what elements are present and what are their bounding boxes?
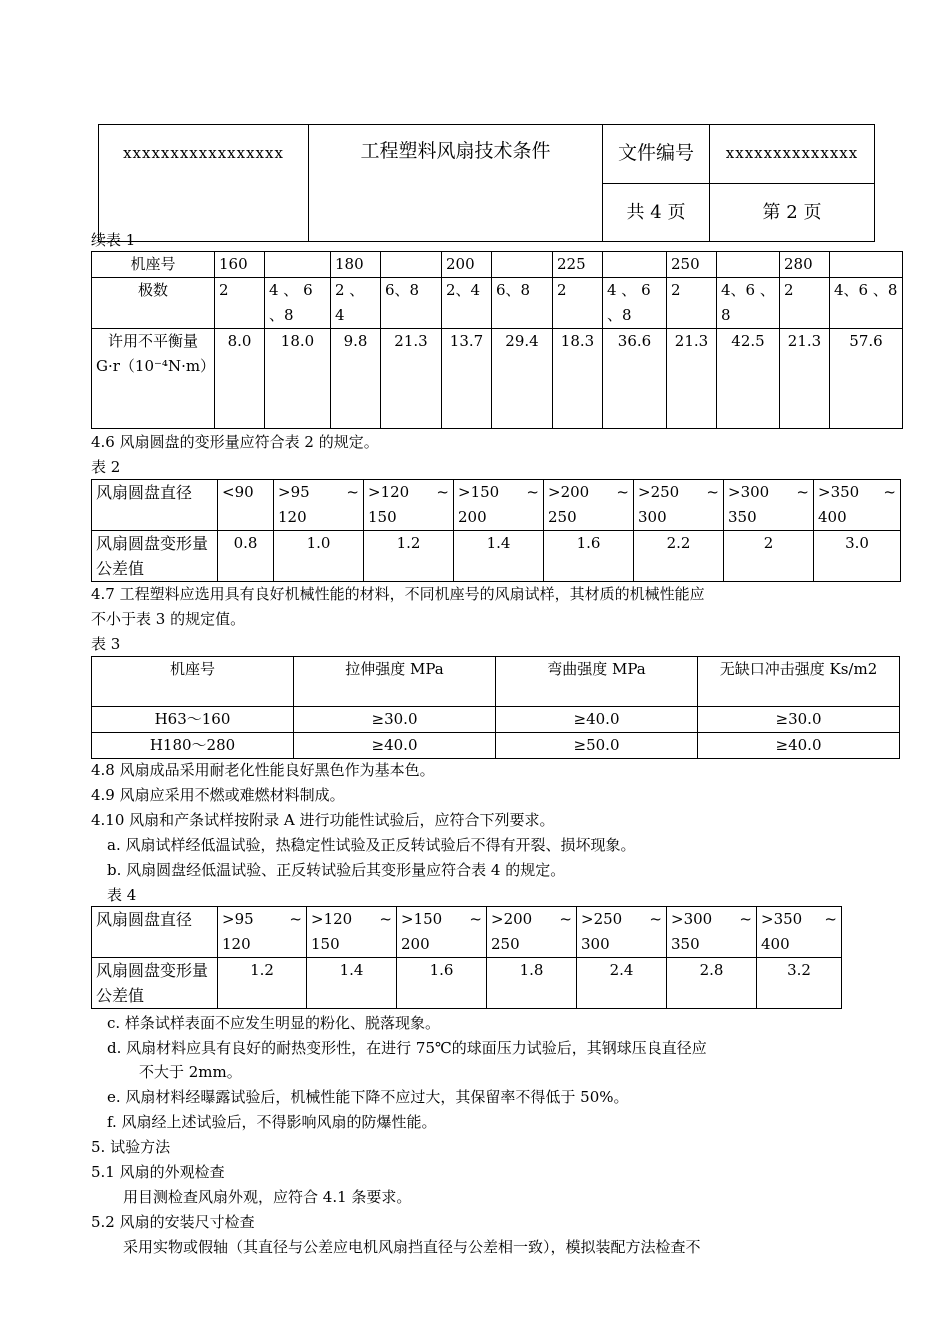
range-low: >95 bbox=[278, 483, 310, 501]
para-4-6: 4.6 风扇圆盘的变形量应符合表 2 的规定。 bbox=[91, 433, 379, 451]
para-4-7-cont: 不小于表 3 的规定值。 bbox=[91, 610, 246, 628]
total-pages: 共 4 页 bbox=[603, 183, 710, 242]
table1-frame: 225 bbox=[553, 252, 603, 278]
para-4-7: 4.7 工程塑料应选用具有良好机械性能的材料，不同机座号的风扇试样，其材质的机械性能应 bbox=[91, 585, 705, 603]
table2-diameter-label: 风扇圆盘直径 bbox=[92, 480, 218, 531]
table4-value: 2.8 bbox=[667, 958, 757, 1009]
table2-caption: 表 2 bbox=[91, 458, 121, 476]
table1-frame: 200 bbox=[442, 252, 492, 278]
section-5-1: 5.1 风扇的外观检查 bbox=[91, 1163, 225, 1181]
item-d-cont: 不大于 2mm。 bbox=[139, 1063, 242, 1081]
section-5-2: 5.2 风扇的安装尺寸检查 bbox=[91, 1213, 255, 1231]
table4-range: >150 ~ 200 bbox=[397, 907, 487, 958]
table4-value: 3.2 bbox=[757, 958, 842, 1009]
table4-diameter-label: 风扇圆盘直径 bbox=[92, 907, 218, 958]
table4-range: >200 ~ 250 bbox=[487, 907, 577, 958]
table1-value: 13.7 bbox=[442, 329, 492, 429]
table3-header: 机座号 bbox=[92, 657, 294, 707]
range-high: 250 bbox=[491, 935, 520, 953]
table1-pole: 4 、 6 、8 bbox=[603, 278, 667, 329]
header-code-left: xxxxxxxxxxxxxxxxx bbox=[99, 125, 309, 242]
table1-frame: 250 bbox=[667, 252, 717, 278]
table4-range: >95 ~ 120 bbox=[218, 907, 307, 958]
table1-pole: 6、8 bbox=[492, 278, 553, 329]
table1-frame: 180 bbox=[331, 252, 381, 278]
table1-value: 18.3 bbox=[553, 329, 603, 429]
table2-range: >150 ~ 200 bbox=[454, 480, 544, 531]
para-4-9: 4.9 风扇应采用不燃或难燃材料制成。 bbox=[91, 786, 345, 804]
table2-value: 1.0 bbox=[274, 531, 364, 582]
range-high: 350 bbox=[671, 935, 700, 953]
table1-caption: 续表 1 bbox=[91, 231, 136, 249]
range-high: 150 bbox=[311, 935, 340, 953]
table2-range: >120 ~ 150 bbox=[364, 480, 454, 531]
table1-value: 8.0 bbox=[215, 329, 265, 429]
range-high: 200 bbox=[401, 935, 430, 953]
para-4-8: 4.8 风扇成品采用耐老化性能良好黑色作为基本色。 bbox=[91, 761, 435, 779]
table1-pole: 2 、 4 bbox=[331, 278, 381, 329]
range-low: >200 bbox=[491, 910, 533, 928]
table1-value: 21.3 bbox=[381, 329, 442, 429]
table1-poles-label: 极数 bbox=[92, 278, 215, 329]
section-5: 5. 试验方法 bbox=[91, 1138, 171, 1156]
table3-header: 拉伸强度 MPa bbox=[294, 657, 496, 707]
table4-value: 1.8 bbox=[487, 958, 577, 1009]
table1-value: 21.3 bbox=[667, 329, 717, 429]
table1-pole: 6、8 bbox=[381, 278, 442, 329]
table4-range: >350 ~ 400 bbox=[757, 907, 842, 958]
table1-value: 36.6 bbox=[603, 329, 667, 429]
document-title: 工程塑料风扇技术条件 bbox=[309, 125, 603, 242]
table3-cell: ≥40.0 bbox=[698, 733, 900, 759]
table4-tolerance-label: 风扇圆盘变形量公差值 bbox=[92, 958, 218, 1009]
doc-no-label: 文件编号 bbox=[603, 125, 710, 184]
table4-range: >300 ~ 350 bbox=[667, 907, 757, 958]
range-low: >120 bbox=[311, 910, 353, 928]
range-high: 250 bbox=[548, 508, 577, 526]
range-low: >150 bbox=[401, 910, 443, 928]
table3-cell: ≥40.0 bbox=[496, 707, 698, 733]
table2-range: >95 ~ 120 bbox=[274, 480, 364, 531]
table2-value: 1.6 bbox=[544, 531, 634, 582]
table4-range: >250 ~ 300 bbox=[577, 907, 667, 958]
table4-caption: 表 4 bbox=[107, 886, 137, 904]
table3-header: 无缺口冲击强度 Ks/m2 bbox=[698, 657, 900, 707]
table4-value: 1.2 bbox=[218, 958, 307, 1009]
table1-value: 57.6 bbox=[830, 329, 903, 429]
table3 bbox=[91, 656, 900, 759]
page-number: 第 2 页 bbox=[710, 183, 875, 242]
section-5-2-body: 采用实物或假轴（其直径与公差应电机风扇挡直径与公差相一致），模拟装配方法检查不 bbox=[123, 1238, 701, 1256]
table2-range: >350 ~ 400 bbox=[814, 480, 901, 531]
table2-value: 3.0 bbox=[814, 531, 901, 582]
table4-value: 2.4 bbox=[577, 958, 667, 1009]
range-low: >95 bbox=[222, 910, 254, 928]
range-low: >300 bbox=[728, 483, 770, 501]
table1-pole: 2 bbox=[553, 278, 603, 329]
table4-value: 1.4 bbox=[307, 958, 397, 1009]
table1-frame: 160 bbox=[215, 252, 265, 278]
range-low: >350 bbox=[818, 483, 860, 501]
range-high: 120 bbox=[278, 508, 307, 526]
table1-pole: 2 bbox=[215, 278, 265, 329]
table3-header: 弯曲强度 MPa bbox=[496, 657, 698, 707]
table2-tolerance-label: 风扇圆盘变形量公差值 bbox=[92, 531, 218, 582]
table2-range: >250 ~ 300 bbox=[634, 480, 724, 531]
range-low: >120 bbox=[368, 483, 410, 501]
range-high: 200 bbox=[458, 508, 487, 526]
table2 bbox=[91, 479, 901, 582]
table3-cell: ≥40.0 bbox=[294, 733, 496, 759]
range-high: 120 bbox=[222, 935, 251, 953]
item-e: e. 风扇材料经曝露试验后，机械性能下降不应过大，其保留率不得低于 50%。 bbox=[107, 1088, 629, 1106]
doc-no-value: xxxxxxxxxxxxxx bbox=[710, 125, 875, 184]
table1-value: 9.8 bbox=[331, 329, 381, 429]
table1-pole: 4 、 6 、8 bbox=[265, 278, 331, 329]
table2-range: >300 ~ 350 bbox=[724, 480, 814, 531]
section-5-1-body: 用目测检查风扇外观，应符合 4.1 条要求。 bbox=[123, 1188, 412, 1206]
table1-pole: 4、6 、8 bbox=[717, 278, 780, 329]
range-high: 300 bbox=[581, 935, 610, 953]
range-low: >250 bbox=[638, 483, 680, 501]
item-d: d. 风扇材料应具有良好的耐热变形性，在进行 75℃的球面压力试验后，其钢球压良直径应 bbox=[107, 1039, 707, 1057]
table2-range: >200 ~ 250 bbox=[544, 480, 634, 531]
table4-value: 1.6 bbox=[397, 958, 487, 1009]
table1-value: 29.4 bbox=[492, 329, 553, 429]
item-c: c. 样条试样表面不应发生明显的粉化、脱落现象。 bbox=[107, 1014, 440, 1032]
table3-cell: H63～160 bbox=[92, 707, 294, 733]
range-low: >200 bbox=[548, 483, 590, 501]
range-low: >150 bbox=[458, 483, 500, 501]
range-high: 150 bbox=[368, 508, 397, 526]
table1-frame-label: 机座号 bbox=[92, 252, 215, 278]
table1-unbalance-label bbox=[92, 329, 215, 429]
table1-frame: 280 bbox=[780, 252, 830, 278]
range-low: >250 bbox=[581, 910, 623, 928]
item-a: a. 风扇试样经低温试验，热稳定性试验及正反转试验后不得有开裂、损坏现象。 bbox=[107, 836, 636, 854]
table3-cell: H180～280 bbox=[92, 733, 294, 759]
table3-cell: ≥30.0 bbox=[294, 707, 496, 733]
table1-value: 42.5 bbox=[717, 329, 780, 429]
range-high: 350 bbox=[728, 508, 757, 526]
unbalance-label-b: G·r（10⁻⁴N·m） bbox=[96, 357, 216, 375]
table1-value: 18.0 bbox=[265, 329, 331, 429]
table2-value: 2.2 bbox=[634, 531, 724, 582]
table1-pole: 2 bbox=[780, 278, 830, 329]
range-high: 400 bbox=[818, 508, 847, 526]
table1 bbox=[91, 251, 903, 429]
item-f: f. 风扇经上述试验后，不得影响风扇的防爆性能。 bbox=[107, 1113, 437, 1131]
table2-value: 0.8 bbox=[218, 531, 274, 582]
table2-range bbox=[218, 480, 274, 531]
table1-pole: 2、4 bbox=[442, 278, 492, 329]
table4 bbox=[91, 906, 842, 1009]
table3-caption: 表 3 bbox=[91, 635, 121, 653]
table1-value: 21.3 bbox=[780, 329, 830, 429]
table3-cell: ≥50.0 bbox=[496, 733, 698, 759]
range-low: <90 bbox=[222, 483, 254, 501]
header-table bbox=[98, 124, 875, 242]
table3-cell: ≥30.0 bbox=[698, 707, 900, 733]
unbalance-label-a: 许用不平衡量 bbox=[107, 332, 198, 350]
range-high: 300 bbox=[638, 508, 667, 526]
table1-pole: 4、6 、8 bbox=[830, 278, 903, 329]
table4-range: >120 ~ 150 bbox=[307, 907, 397, 958]
range-high: 400 bbox=[761, 935, 790, 953]
table2-value: 1.2 bbox=[364, 531, 454, 582]
range-low: >350 bbox=[761, 910, 803, 928]
item-b: b. 风扇圆盘经低温试验、正反转试验后其变形量应符合表 4 的规定。 bbox=[107, 861, 566, 879]
table2-value: 2 bbox=[724, 531, 814, 582]
table2-value: 1.4 bbox=[454, 531, 544, 582]
range-low: >300 bbox=[671, 910, 713, 928]
table1-pole: 2 bbox=[667, 278, 717, 329]
para-4-10: 4.10 风扇和产条试样按附录 A 进行功能性试验后，应符合下列要求。 bbox=[91, 811, 555, 829]
